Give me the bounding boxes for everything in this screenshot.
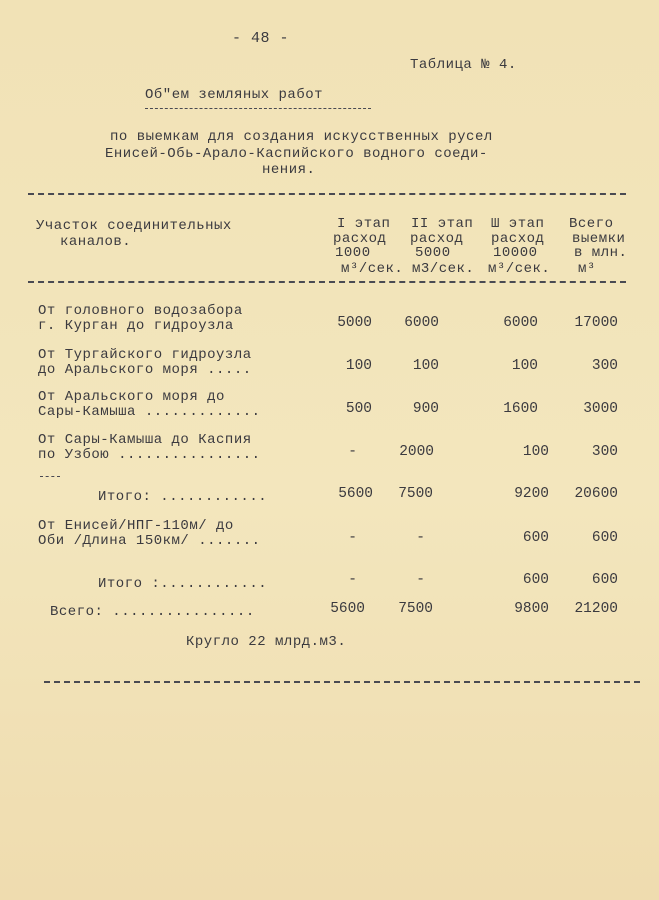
row-label-line-2: г. Курган до гидроузла: [38, 318, 234, 334]
grand-total-v3: 9800: [514, 601, 549, 617]
col-total-line-1: Всего: [569, 216, 614, 232]
subtitle-line-1: по выемкам для создания искусственных русел: [110, 129, 493, 145]
col-stage3-line-1: Ш этап: [491, 216, 545, 232]
subtotal-label: Итого: ............: [98, 489, 268, 505]
row-label-line-1: От Енисей/НПГ-110м/ до: [38, 518, 234, 534]
subtotal-v1: 5600: [338, 486, 373, 502]
row-v3: 1600: [503, 401, 538, 417]
subtotal-v3: 9200: [514, 486, 549, 502]
row-total: 300: [591, 444, 618, 460]
col-stage1-line-3: 1000: [335, 245, 371, 261]
subtotal-v2: 7500: [398, 486, 433, 502]
col-section-line-1: Участок соединительных: [36, 218, 232, 234]
row-v1: 100: [345, 358, 372, 374]
row-v2: -: [416, 530, 425, 546]
col-stage2-line-1: II этап: [411, 216, 474, 232]
col-stage2-line-3: 5000: [415, 245, 451, 261]
col-stage1-line-1: I этап: [337, 216, 391, 232]
subtitle-line-2: Енисей-Обь-Арало-Каспийского водного соеди-: [105, 146, 488, 162]
row-label-line-2: Сары-Камыша .............: [38, 404, 261, 420]
grand-total-label: Всего: ................: [50, 604, 255, 620]
col-stage1-line-2: расход: [333, 231, 387, 247]
header-bottom-rule: [28, 281, 626, 283]
row-label-line-2: до Аральского моря .....: [38, 362, 252, 378]
row-v3: 600: [522, 530, 549, 546]
table-label: Таблица № 4.: [410, 57, 517, 73]
col-total-line-4: м³: [578, 261, 596, 277]
row-v3: 100: [522, 444, 549, 460]
col-stage2-line-2: расход: [410, 231, 464, 247]
row-label-line-1: От Тургайского гидроузла: [38, 347, 252, 363]
row-v1: -: [348, 444, 357, 460]
col-stage1-line-4: м³/сек.: [341, 261, 404, 277]
row-total: 300: [591, 358, 618, 374]
header-top-rule: [28, 193, 626, 195]
col-stage2-line-4: м3/сек.: [412, 261, 475, 277]
row-label-line-1: От Сары-Камыша до Каспия: [38, 432, 252, 448]
grand-total-v2: 7500: [398, 601, 433, 617]
row-total: 600: [591, 530, 618, 546]
grand-total-v1: 5600: [330, 601, 365, 617]
subtotal-v2: -: [416, 572, 425, 588]
row-v1: 5000: [337, 315, 372, 331]
subtotal-total: 20600: [574, 486, 618, 502]
row-label-line-2: по Узбою ................: [38, 447, 261, 463]
col-section-line-2: каналов.: [60, 234, 132, 250]
row-v1: -: [348, 530, 357, 546]
page-number: - 48 -: [232, 30, 290, 47]
row-label-line-2: Оби /Длина 150км/ .......: [38, 533, 261, 549]
row-v2: 2000: [399, 444, 434, 460]
row-v2: 6000: [404, 315, 439, 331]
row-total: 3000: [583, 401, 618, 417]
subtotal-v1: -: [348, 572, 357, 588]
row-v2: 100: [412, 358, 439, 374]
subtitle-line-3: нения.: [262, 162, 316, 178]
subtotal-label: Итого :............: [98, 576, 268, 592]
col-stage3-line-4: м³/сек.: [488, 261, 551, 277]
subtotal-v3: 600: [522, 572, 549, 588]
subtotal-total: 600: [591, 572, 618, 588]
col-stage3-line-2: расход: [491, 231, 545, 247]
col-total-line-2: выемки: [572, 231, 626, 247]
grand-total-total: 21200: [574, 601, 618, 617]
footer-rule: [44, 681, 640, 683]
row-v3: 6000: [503, 315, 538, 331]
row-label-line-1: От Аральского моря до: [38, 389, 225, 405]
row-label-line-1: От головного водозабора: [38, 303, 243, 319]
row-total: 17000: [574, 315, 618, 331]
rounded-note: Кругло 22 млрд.м3.: [186, 634, 347, 650]
row-v2: 900: [412, 401, 439, 417]
col-stage3-line-3: 10000: [493, 245, 538, 261]
row-v1: 500: [345, 401, 372, 417]
row-v3: 100: [511, 358, 538, 374]
table-title: Об"ем земляных работ: [145, 87, 324, 103]
col-total-line-3: в млн.: [574, 245, 628, 261]
short-rule: [40, 476, 60, 477]
title-underline: [145, 108, 371, 109]
